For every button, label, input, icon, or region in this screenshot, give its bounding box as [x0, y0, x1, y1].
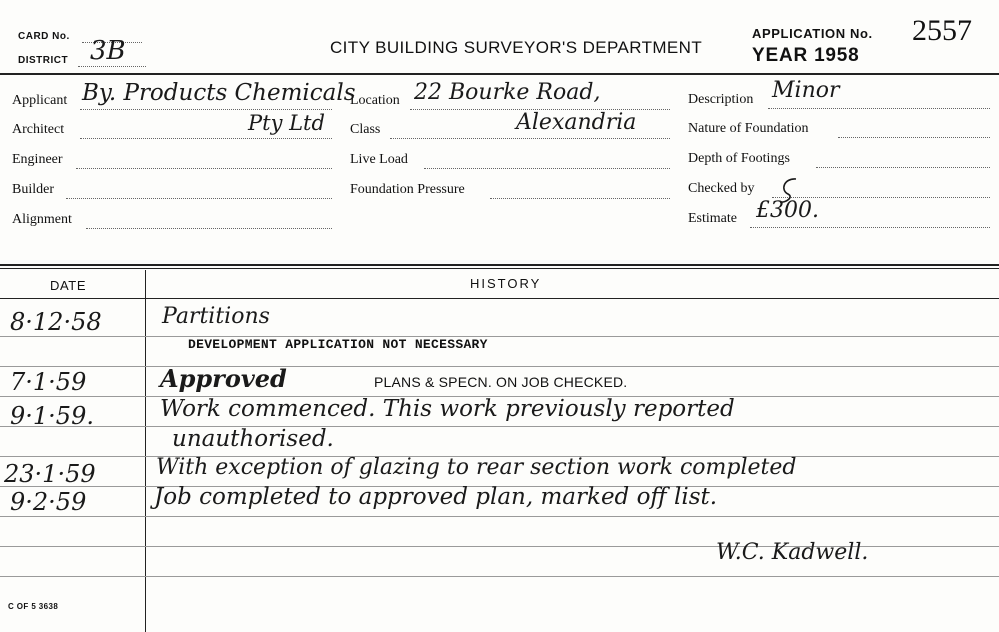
history-entry-continued: unauthorised. [172, 426, 334, 452]
district-value: 3B [90, 36, 126, 66]
engineer-label: Engineer [12, 152, 63, 167]
history-column-header: HISTORY [470, 276, 542, 291]
history-date: 9·2·59 [10, 488, 87, 516]
district-line [78, 66, 146, 67]
location-value: 22 Bourke Road, [414, 80, 601, 105]
builder-label: Builder [12, 182, 54, 197]
ruled-line [0, 426, 999, 427]
live-load-line [424, 168, 670, 169]
estimate-value: £300. [756, 198, 819, 223]
ruled-line [0, 366, 999, 367]
signature: W.C. Kadwell. [716, 540, 869, 565]
date-history-divider [145, 270, 146, 632]
live-load-label: Live Load [350, 152, 408, 167]
card-no-label: CARD No. [18, 31, 70, 42]
estimate-line [750, 227, 990, 228]
applicant-line [80, 109, 332, 110]
history-stamp: DEVELOPMENT APPLICATION NOT NECESSARY [188, 337, 488, 352]
history-stamp: PLANS & SPECN. ON JOB CHECKED. [374, 374, 628, 390]
form-code: C OF 5 3638 [8, 602, 59, 611]
ruled-line [0, 516, 999, 517]
history-date: 23·1·59 [4, 460, 96, 488]
applicant-value: By. Products Chemicals [82, 80, 356, 106]
depth-of-footings-line [816, 167, 990, 168]
history-entry: Work commenced. This work previously reported [160, 396, 735, 422]
history-date: 7·1·59 [10, 368, 87, 396]
department-title: CITY BUILDING SURVEYOR'S DEPARTMENT [330, 38, 703, 57]
history-entry: With exception of glazing to rear section work completed [156, 455, 797, 480]
nature-of-foundation-line [838, 137, 990, 138]
foundation-pressure-label: Foundation Pressure [350, 182, 465, 197]
header-rule [0, 73, 999, 75]
year-label: YEAR 1958 [752, 45, 860, 66]
alignment-line [86, 228, 332, 229]
district-label: DISTRICT [18, 55, 69, 66]
nature-of-foundation-label: Nature of Foundation [688, 121, 809, 136]
history-top-rule-2 [0, 268, 999, 269]
description-value: Minor [772, 78, 840, 103]
class-value: Alexandria [516, 110, 637, 135]
architect-label: Architect [12, 122, 65, 137]
application-no-value: 2557 [912, 14, 972, 47]
builder-line [66, 198, 332, 199]
ruled-line [0, 576, 999, 577]
depth-of-footings-label: Depth of Footings [688, 151, 790, 166]
checked-by-label: Checked by [688, 181, 755, 196]
description-line [768, 108, 990, 109]
header-underline [0, 298, 999, 299]
application-no-label: APPLICATION No. [752, 26, 873, 41]
history-top-rule [0, 264, 999, 266]
architect-line [80, 138, 332, 139]
history-entry: Partitions [162, 304, 270, 329]
history-entry: Approved [160, 364, 287, 393]
history-entry: Job completed to approved plan, marked off list. [154, 484, 718, 510]
foundation-pressure-line [490, 198, 670, 199]
location-label: Location [350, 93, 400, 108]
engineer-line [76, 168, 332, 169]
applicant-label: Applicant [12, 93, 68, 108]
description-label: Description [688, 92, 754, 107]
ruled-line [0, 336, 999, 337]
class-label: Class [350, 122, 381, 137]
estimate-label: Estimate [688, 211, 737, 226]
history-date: 9·1·59. [10, 402, 94, 430]
date-column-header: DATE [50, 278, 87, 293]
class-line [390, 138, 670, 139]
architect-value: Pty Ltd [248, 111, 325, 135]
history-date: 8·12·58 [10, 308, 102, 336]
alignment-label: Alignment [12, 212, 72, 227]
